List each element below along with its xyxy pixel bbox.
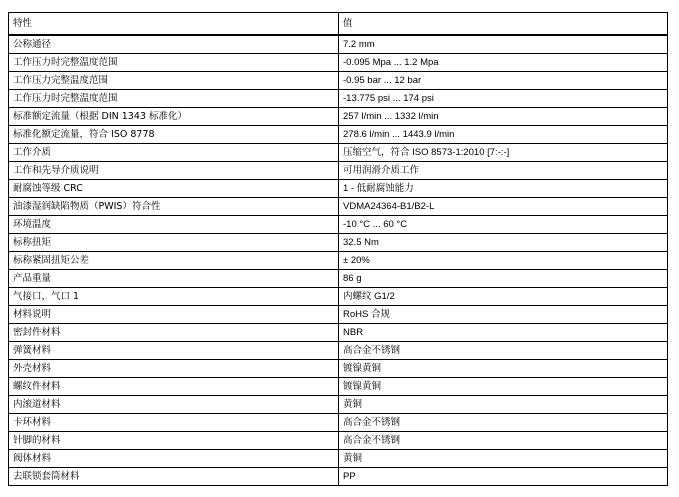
value-cell: 镀镍黄铜: [339, 378, 668, 396]
property-cell: 工作压力时完整温度范围: [9, 90, 339, 108]
table-row: [9, 198, 668, 216]
table-row: [9, 216, 668, 234]
table-row: [9, 378, 668, 396]
value-cell: NBR: [339, 324, 668, 342]
table-row: [9, 162, 668, 180]
header-value: 值: [339, 13, 668, 36]
table-row: [9, 108, 668, 126]
property-cell: 耐腐蚀等级 CRC: [9, 180, 339, 198]
table-row: [9, 450, 668, 468]
table-row: [9, 252, 668, 270]
value-cell: RoHS 合规: [339, 306, 668, 324]
table-row: [9, 234, 668, 252]
table-row: [9, 324, 668, 342]
value-cell: PP: [339, 468, 668, 486]
table-row: [9, 126, 668, 144]
property-cell: 气接口，气口 1: [9, 288, 339, 306]
table-row: [9, 144, 668, 162]
value-cell: 7.2 mm: [339, 35, 668, 54]
property-cell: 工作介质: [9, 144, 339, 162]
property-cell: 产品重量: [9, 270, 339, 288]
property-cell: 阀体材料: [9, 450, 339, 468]
property-cell: 工作压力时完整温度范围: [9, 54, 339, 72]
property-cell: 标称扭矩: [9, 234, 339, 252]
table-row: [9, 72, 668, 90]
property-cell: 公称通径: [9, 35, 339, 54]
value-cell: VDMA24364-B1/B2-L: [339, 198, 668, 216]
property-cell: 卡环材料: [9, 414, 339, 432]
property-cell: 密封件材料: [9, 324, 339, 342]
value-cell: 278.6 l/min ... 1443.9 l/min: [339, 126, 668, 144]
value-cell: 高合金不锈钢: [339, 414, 668, 432]
property-cell: 标准额定流量（根据 DIN 1343 标准化）: [9, 108, 339, 126]
table-row: [9, 90, 668, 108]
table-row: [9, 468, 668, 486]
value-cell: 1 - 低耐腐蚀能力: [339, 180, 668, 198]
property-cell: 工作和先导介质说明: [9, 162, 339, 180]
value-cell: 高合金不锈钢: [339, 342, 668, 360]
table-row: [9, 432, 668, 450]
property-cell: 弹簧材料: [9, 342, 339, 360]
property-cell: 针脚的材料: [9, 432, 339, 450]
property-cell: 标准化额定流量，符合 ISO 8778: [9, 126, 339, 144]
value-cell: -13.775 psi ... 174 psi: [339, 90, 668, 108]
value-cell: 内螺纹 G1/2: [339, 288, 668, 306]
property-cell: 螺纹件材料: [9, 378, 339, 396]
value-cell: 可用润滑介质工作: [339, 162, 668, 180]
table-row: [9, 180, 668, 198]
value-cell: 高合金不锈钢: [339, 432, 668, 450]
property-cell: 去联锁套筒材料: [9, 468, 339, 486]
value-cell: -0.095 Mpa ... 1.2 Mpa: [339, 54, 668, 72]
value-cell: 黄铜: [339, 450, 668, 468]
property-cell: 环境温度: [9, 216, 339, 234]
spec-table: [8, 12, 668, 486]
property-cell: 标称紧固扭矩公差: [9, 252, 339, 270]
table-row: [9, 35, 668, 54]
table-row: [9, 396, 668, 414]
table-row: [9, 306, 668, 324]
value-cell: 86 g: [339, 270, 668, 288]
value-cell: 257 l/min ... 1332 l/min: [339, 108, 668, 126]
property-cell: 工作压力完整温度范围: [9, 72, 339, 90]
value-cell: -0.95 bar ... 12 bar: [339, 72, 668, 90]
value-cell: 32.5 Nm: [339, 234, 668, 252]
value-cell: -10 °C ... 60 °C: [339, 216, 668, 234]
property-cell: 内滚道材料: [9, 396, 339, 414]
property-cell: 外壳材料: [9, 360, 339, 378]
spec-table-body: [9, 35, 668, 486]
value-cell: 黄铜: [339, 396, 668, 414]
table-row: [9, 270, 668, 288]
value-cell: 镀镍黄铜: [339, 360, 668, 378]
table-row: [9, 54, 668, 72]
table-header-row: [9, 13, 668, 36]
value-cell: 压缩空气，符合 ISO 8573-1:2010 [7:-:-]: [339, 144, 668, 162]
table-row: [9, 342, 668, 360]
table-row: [9, 288, 668, 306]
property-cell: 材料说明: [9, 306, 339, 324]
value-cell: ± 20%: [339, 252, 668, 270]
header-property: 特性: [9, 13, 339, 36]
table-row: [9, 414, 668, 432]
property-cell: 油漆湿润缺陷物质（PWIS）符合性: [9, 198, 339, 216]
table-row: [9, 360, 668, 378]
